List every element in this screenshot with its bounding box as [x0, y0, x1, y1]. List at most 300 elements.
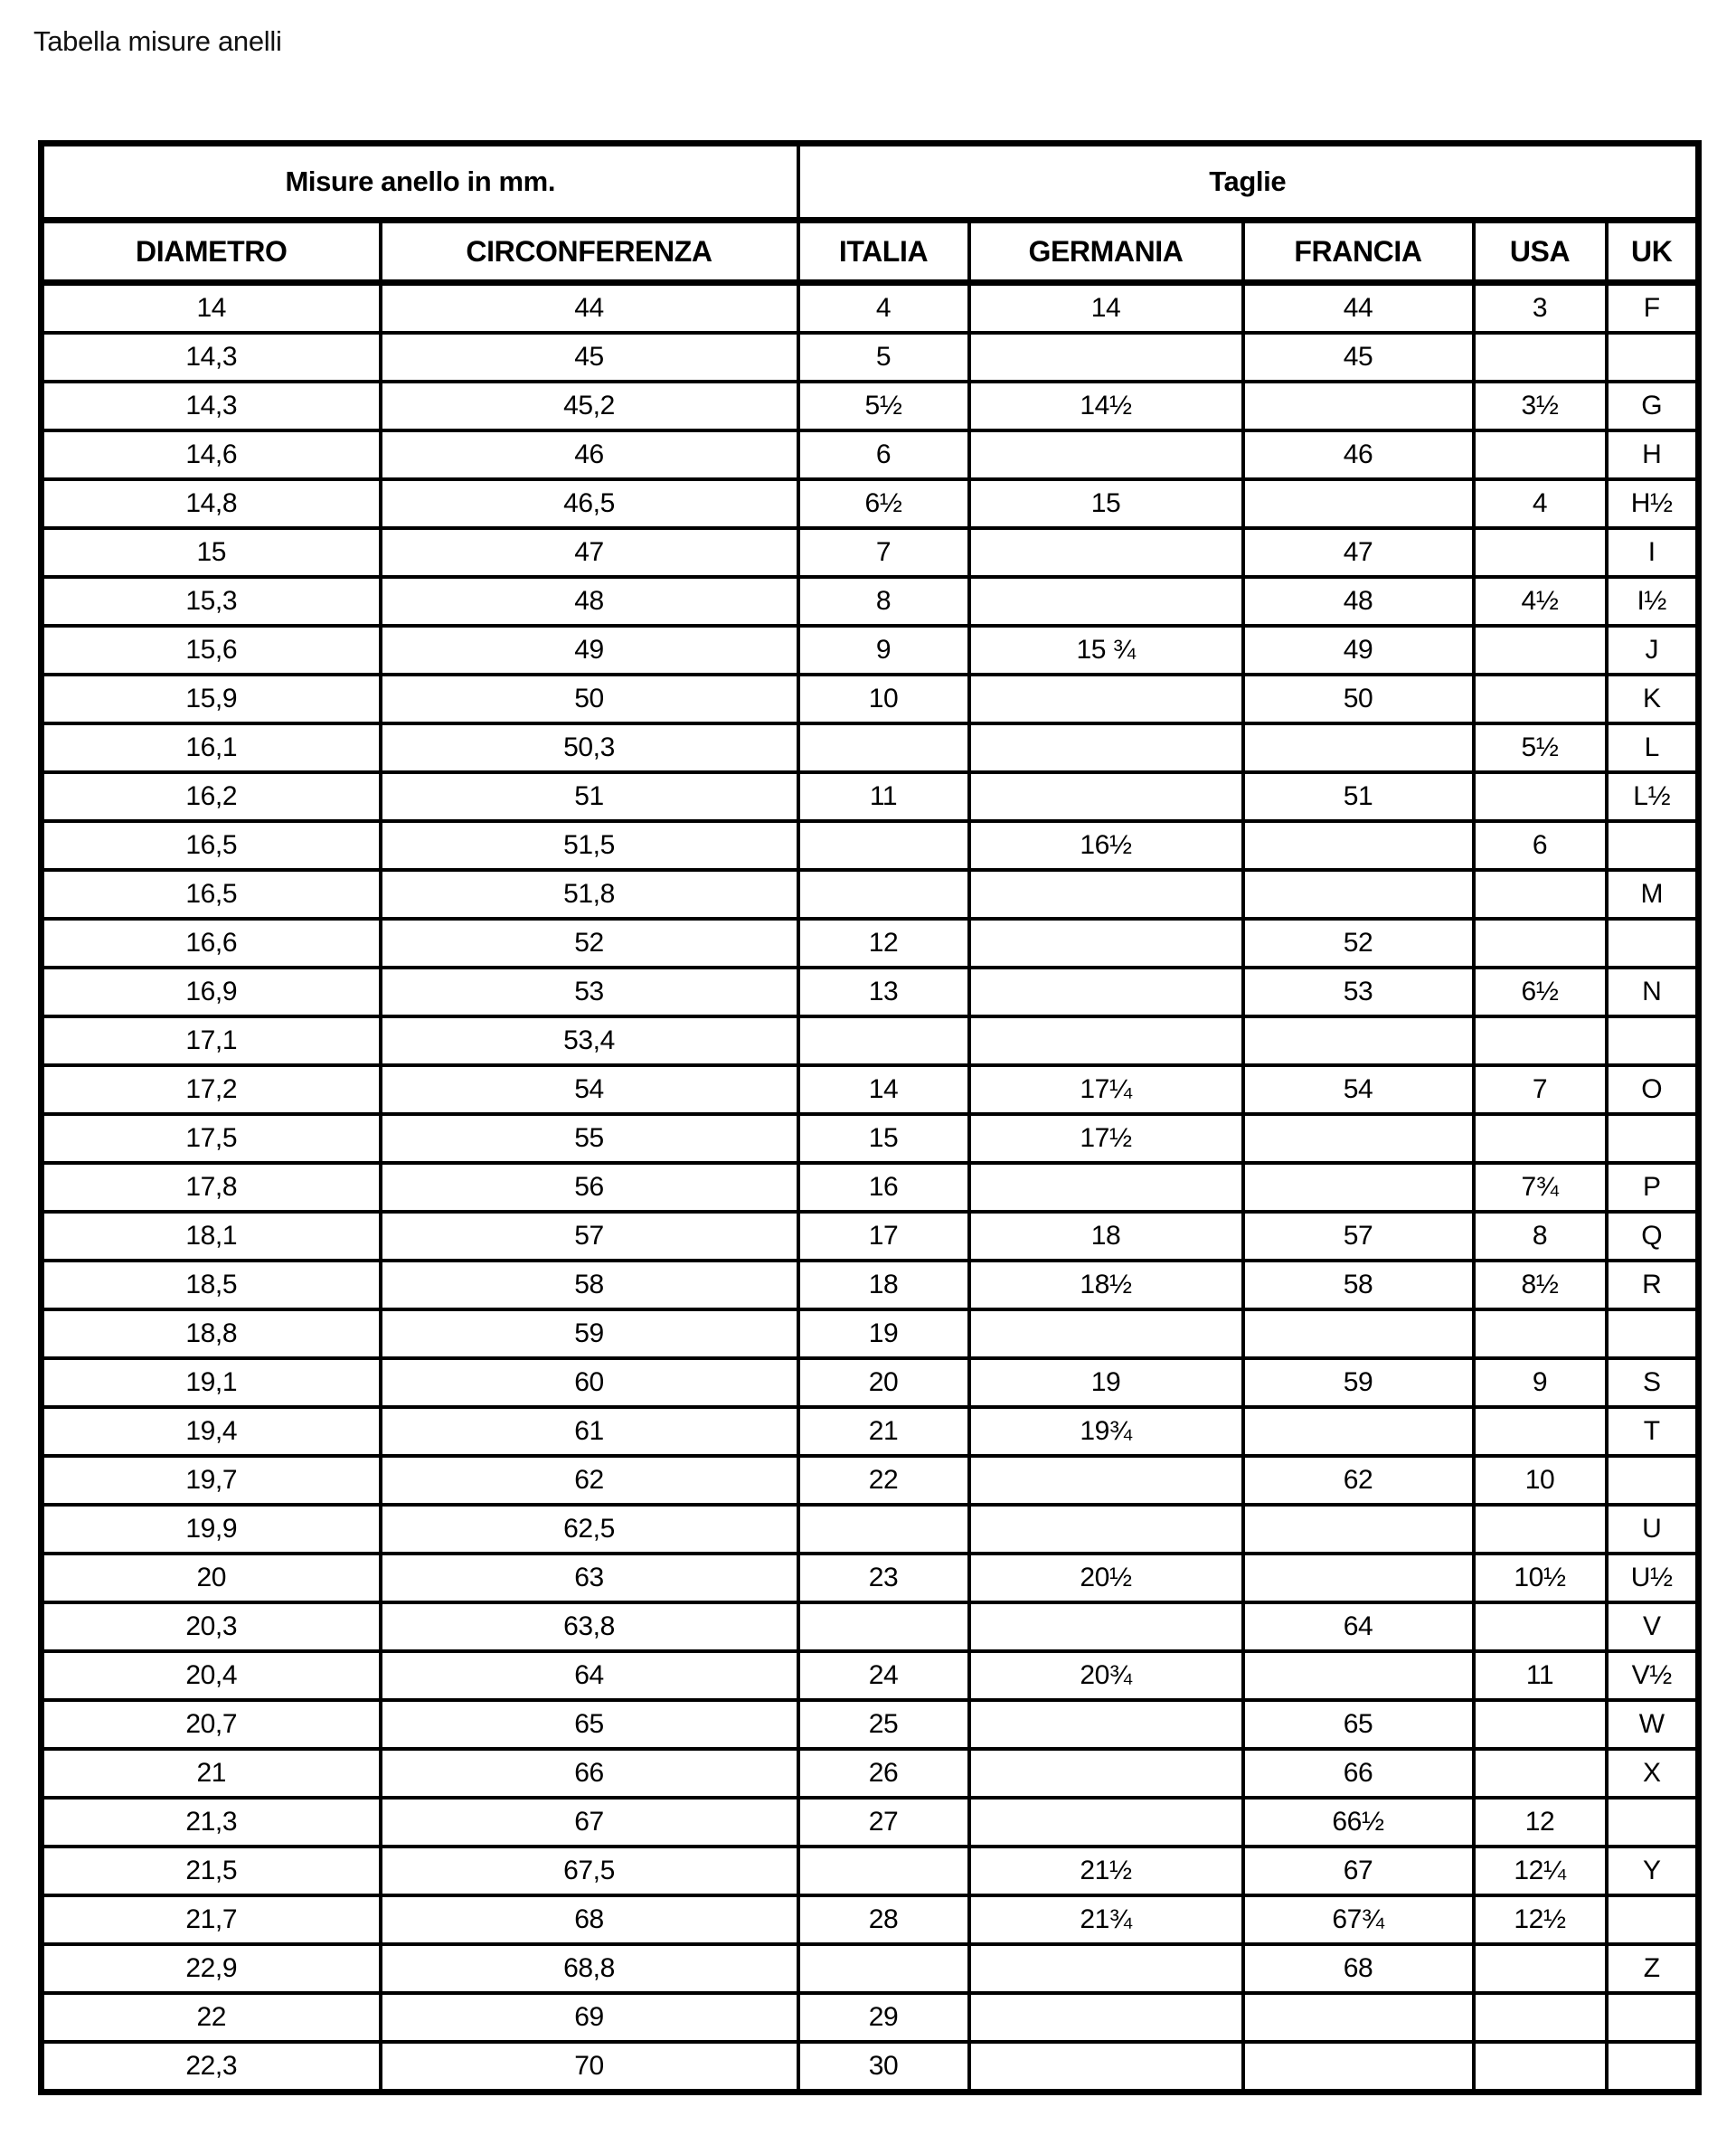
- table-row: [42, 577, 1699, 626]
- table-row: [42, 1114, 1699, 1163]
- cell-francia: 44: [1243, 283, 1474, 334]
- table-row: [42, 1407, 1699, 1456]
- cell-usa: 7¾: [1474, 1163, 1607, 1212]
- cell-francia: 51: [1243, 772, 1474, 821]
- cell-diametro: 15,6: [42, 626, 381, 675]
- cell-germania: 19¾: [969, 1407, 1243, 1456]
- cell-italia: 5½: [798, 382, 969, 430]
- cell-usa: [1474, 1944, 1607, 1993]
- cell-germania: 17½: [969, 1114, 1243, 1163]
- cell-francia: 53: [1243, 968, 1474, 1016]
- cell-usa: 4: [1474, 479, 1607, 528]
- cell-germania: [969, 1163, 1243, 1212]
- cell-usa: [1474, 1407, 1607, 1456]
- cell-germania: [969, 1749, 1243, 1798]
- cell-francia: 67: [1243, 1847, 1474, 1895]
- cell-uk: [1607, 2042, 1699, 2092]
- table-row: [42, 1798, 1699, 1847]
- cell-diametro: 20,4: [42, 1651, 381, 1700]
- cell-circonferenza: 54: [381, 1065, 798, 1114]
- table-row: [42, 919, 1699, 968]
- cell-uk: I½: [1607, 577, 1699, 626]
- cell-circonferenza: 67,5: [381, 1847, 798, 1895]
- cell-usa: [1474, 675, 1607, 723]
- cell-uk: Z: [1607, 1944, 1699, 1993]
- cell-usa: [1474, 1114, 1607, 1163]
- cell-circonferenza: 57: [381, 1212, 798, 1261]
- cell-diametro: 19,7: [42, 1456, 381, 1505]
- cell-circonferenza: 46,5: [381, 479, 798, 528]
- cell-uk: P: [1607, 1163, 1699, 1212]
- cell-germania: 19: [969, 1358, 1243, 1407]
- cell-uk: [1607, 1114, 1699, 1163]
- cell-italia: 24: [798, 1651, 969, 1700]
- cell-circonferenza: 51: [381, 772, 798, 821]
- page-title: Tabella misure anelli: [33, 25, 282, 57]
- cell-francia: [1243, 382, 1474, 430]
- table-row: [42, 1847, 1699, 1895]
- cell-usa: 11: [1474, 1651, 1607, 1700]
- cell-germania: [969, 333, 1243, 382]
- cell-francia: 62: [1243, 1456, 1474, 1505]
- cell-francia: 54: [1243, 1065, 1474, 1114]
- table-row: [42, 821, 1699, 870]
- cell-usa: [1474, 1016, 1607, 1065]
- cell-germania: 20¾: [969, 1651, 1243, 1700]
- cell-diametro: 22,9: [42, 1944, 381, 1993]
- cell-diametro: 17,1: [42, 1016, 381, 1065]
- cell-germania: [969, 1700, 1243, 1749]
- cell-circonferenza: 53,4: [381, 1016, 798, 1065]
- cell-uk: U½: [1607, 1554, 1699, 1602]
- group-header-taglie: Taglie: [798, 144, 1699, 221]
- cell-italia: 5: [798, 333, 969, 382]
- cell-italia: [798, 1016, 969, 1065]
- cell-italia: 19: [798, 1309, 969, 1358]
- table-row: [42, 1309, 1699, 1358]
- cell-uk: U: [1607, 1505, 1699, 1554]
- table-row: [42, 1261, 1699, 1309]
- table-row: [42, 1505, 1699, 1554]
- cell-uk: X: [1607, 1749, 1699, 1798]
- cell-uk: Y: [1607, 1847, 1699, 1895]
- cell-francia: 59: [1243, 1358, 1474, 1407]
- cell-usa: 8½: [1474, 1261, 1607, 1309]
- cell-uk: V: [1607, 1602, 1699, 1651]
- cell-usa: [1474, 333, 1607, 382]
- cell-francia: 50: [1243, 675, 1474, 723]
- cell-diametro: 22,3: [42, 2042, 381, 2092]
- table-row: [42, 528, 1699, 577]
- cell-francia: 48: [1243, 577, 1474, 626]
- cell-italia: 12: [798, 919, 969, 968]
- table-row: [42, 333, 1699, 382]
- cell-diametro: 16,6: [42, 919, 381, 968]
- cell-italia: 10: [798, 675, 969, 723]
- cell-italia: [798, 1944, 969, 1993]
- cell-germania: [969, 577, 1243, 626]
- cell-uk: Q: [1607, 1212, 1699, 1261]
- cell-circonferenza: 44: [381, 283, 798, 334]
- cell-francia: 49: [1243, 626, 1474, 675]
- cell-francia: 65: [1243, 1700, 1474, 1749]
- cell-circonferenza: 50: [381, 675, 798, 723]
- table-row: [42, 1651, 1699, 1700]
- cell-uk: F: [1607, 283, 1699, 334]
- cell-germania: [969, 1944, 1243, 1993]
- table-row: [42, 723, 1699, 772]
- cell-italia: 6: [798, 430, 969, 479]
- cell-germania: 17¼: [969, 1065, 1243, 1114]
- cell-diametro: 20: [42, 1554, 381, 1602]
- cell-francia: 67¾: [1243, 1895, 1474, 1944]
- cell-uk: O: [1607, 1065, 1699, 1114]
- cell-germania: [969, 1016, 1243, 1065]
- cell-italia: 27: [798, 1798, 969, 1847]
- cell-circonferenza: 58: [381, 1261, 798, 1309]
- cell-circonferenza: 69: [381, 1993, 798, 2042]
- cell-francia: [1243, 2042, 1474, 2092]
- table-head: [42, 144, 1699, 283]
- cell-uk: [1607, 1456, 1699, 1505]
- table-row: [42, 1163, 1699, 1212]
- cell-germania: [969, 675, 1243, 723]
- cell-italia: 14: [798, 1065, 969, 1114]
- cell-diametro: 19,4: [42, 1407, 381, 1456]
- cell-italia: 15: [798, 1114, 969, 1163]
- cell-francia: [1243, 1505, 1474, 1554]
- cell-usa: 9: [1474, 1358, 1607, 1407]
- table-row: [42, 1944, 1699, 1993]
- cell-italia: [798, 723, 969, 772]
- cell-italia: 4: [798, 283, 969, 334]
- cell-italia: 26: [798, 1749, 969, 1798]
- cell-germania: [969, 723, 1243, 772]
- cell-francia: [1243, 1993, 1474, 2042]
- cell-germania: [969, 1602, 1243, 1651]
- cell-uk: V½: [1607, 1651, 1699, 1700]
- cell-circonferenza: 63: [381, 1554, 798, 1602]
- table-row: [42, 1212, 1699, 1261]
- cell-diametro: 20,3: [42, 1602, 381, 1651]
- cell-uk: S: [1607, 1358, 1699, 1407]
- cell-diametro: 14,8: [42, 479, 381, 528]
- cell-germania: 15 ¾: [969, 626, 1243, 675]
- cell-uk: [1607, 821, 1699, 870]
- col-header-francia: FRANCIA: [1243, 221, 1474, 283]
- cell-germania: 20½: [969, 1554, 1243, 1602]
- group-header-misure: Misure anello in mm.: [42, 144, 798, 221]
- table-row: [42, 626, 1699, 675]
- column-header-row: [42, 221, 1699, 283]
- cell-diametro: 16,1: [42, 723, 381, 772]
- table-row: [42, 1016, 1699, 1065]
- cell-italia: 11: [798, 772, 969, 821]
- cell-diametro: 21,5: [42, 1847, 381, 1895]
- cell-francia: [1243, 723, 1474, 772]
- cell-diametro: 15: [42, 528, 381, 577]
- cell-diametro: 18,8: [42, 1309, 381, 1358]
- cell-francia: 58: [1243, 1261, 1474, 1309]
- cell-usa: 4½: [1474, 577, 1607, 626]
- table-row: [42, 430, 1699, 479]
- cell-usa: [1474, 2042, 1607, 2092]
- cell-francia: [1243, 1651, 1474, 1700]
- cell-germania: 16½: [969, 821, 1243, 870]
- cell-germania: 14: [969, 283, 1243, 334]
- cell-italia: 22: [798, 1456, 969, 1505]
- cell-circonferenza: 49: [381, 626, 798, 675]
- cell-circonferenza: 56: [381, 1163, 798, 1212]
- cell-italia: 7: [798, 528, 969, 577]
- cell-diametro: 21: [42, 1749, 381, 1798]
- cell-diametro: 15,9: [42, 675, 381, 723]
- ring-size-table: [38, 140, 1702, 2095]
- cell-uk: J: [1607, 626, 1699, 675]
- cell-usa: [1474, 772, 1607, 821]
- cell-circonferenza: 66: [381, 1749, 798, 1798]
- cell-uk: R: [1607, 1261, 1699, 1309]
- cell-francia: [1243, 1016, 1474, 1065]
- cell-circonferenza: 68: [381, 1895, 798, 1944]
- cell-circonferenza: 46: [381, 430, 798, 479]
- table-row: [42, 968, 1699, 1016]
- cell-germania: [969, 968, 1243, 1016]
- cell-usa: [1474, 1602, 1607, 1651]
- cell-circonferenza: 59: [381, 1309, 798, 1358]
- cell-germania: [969, 919, 1243, 968]
- cell-uk: L: [1607, 723, 1699, 772]
- cell-italia: 23: [798, 1554, 969, 1602]
- cell-uk: [1607, 1993, 1699, 2042]
- cell-circonferenza: 62: [381, 1456, 798, 1505]
- table-row: [42, 1554, 1699, 1602]
- cell-uk: I: [1607, 528, 1699, 577]
- col-header-uk: UK: [1607, 221, 1699, 283]
- cell-circonferenza: 51,5: [381, 821, 798, 870]
- cell-italia: [798, 1505, 969, 1554]
- cell-diametro: 15,3: [42, 577, 381, 626]
- cell-usa: 3: [1474, 283, 1607, 334]
- cell-usa: 12¼: [1474, 1847, 1607, 1895]
- cell-germania: [969, 1993, 1243, 2042]
- cell-diametro: 17,5: [42, 1114, 381, 1163]
- cell-francia: [1243, 1407, 1474, 1456]
- table-row: [42, 1602, 1699, 1651]
- group-header-row: [42, 144, 1699, 221]
- col-header-germania: GERMANIA: [969, 221, 1243, 283]
- table-row: [42, 1993, 1699, 2042]
- cell-diametro: 18,5: [42, 1261, 381, 1309]
- cell-usa: 3½: [1474, 382, 1607, 430]
- cell-germania: 21¾: [969, 1895, 1243, 1944]
- cell-usa: 12½: [1474, 1895, 1607, 1944]
- cell-uk: [1607, 333, 1699, 382]
- table-row: [42, 675, 1699, 723]
- cell-circonferenza: 45,2: [381, 382, 798, 430]
- cell-circonferenza: 65: [381, 1700, 798, 1749]
- cell-francia: [1243, 821, 1474, 870]
- cell-italia: [798, 1602, 969, 1651]
- cell-usa: 7: [1474, 1065, 1607, 1114]
- cell-germania: [969, 870, 1243, 919]
- cell-circonferenza: 53: [381, 968, 798, 1016]
- cell-francia: [1243, 1114, 1474, 1163]
- cell-italia: [798, 870, 969, 919]
- cell-diametro: 14,3: [42, 333, 381, 382]
- cell-uk: M: [1607, 870, 1699, 919]
- table-row: [42, 382, 1699, 430]
- cell-germania: [969, 1456, 1243, 1505]
- cell-francia: 57: [1243, 1212, 1474, 1261]
- cell-uk: [1607, 1016, 1699, 1065]
- table-row: [42, 283, 1699, 334]
- cell-francia: [1243, 1554, 1474, 1602]
- table-row: [42, 772, 1699, 821]
- cell-usa: 6½: [1474, 968, 1607, 1016]
- cell-diametro: 19,9: [42, 1505, 381, 1554]
- cell-circonferenza: 70: [381, 2042, 798, 2092]
- cell-circonferenza: 48: [381, 577, 798, 626]
- cell-uk: [1607, 1309, 1699, 1358]
- cell-usa: 5½: [1474, 723, 1607, 772]
- cell-usa: [1474, 1993, 1607, 2042]
- cell-circonferenza: 68,8: [381, 1944, 798, 1993]
- cell-uk: G: [1607, 382, 1699, 430]
- cell-circonferenza: 67: [381, 1798, 798, 1847]
- cell-diametro: 16,9: [42, 968, 381, 1016]
- table-row: [42, 1065, 1699, 1114]
- table-body: [42, 283, 1699, 2092]
- table-row: [42, 870, 1699, 919]
- cell-germania: 15: [969, 479, 1243, 528]
- cell-uk: [1607, 1798, 1699, 1847]
- cell-germania: [969, 1309, 1243, 1358]
- cell-diametro: 17,2: [42, 1065, 381, 1114]
- cell-usa: 10: [1474, 1456, 1607, 1505]
- cell-diametro: 16,5: [42, 821, 381, 870]
- cell-italia: 16: [798, 1163, 969, 1212]
- cell-francia: 52: [1243, 919, 1474, 968]
- cell-italia: 18: [798, 1261, 969, 1309]
- cell-uk: H½: [1607, 479, 1699, 528]
- cell-germania: [969, 1505, 1243, 1554]
- cell-francia: 66: [1243, 1749, 1474, 1798]
- table-row: [42, 1700, 1699, 1749]
- cell-germania: [969, 2042, 1243, 2092]
- cell-italia: 29: [798, 1993, 969, 2042]
- cell-francia: 66½: [1243, 1798, 1474, 1847]
- cell-uk: W: [1607, 1700, 1699, 1749]
- table-row: [42, 1456, 1699, 1505]
- cell-diametro: 18,1: [42, 1212, 381, 1261]
- cell-diametro: 16,2: [42, 772, 381, 821]
- cell-usa: [1474, 626, 1607, 675]
- cell-francia: [1243, 479, 1474, 528]
- cell-diametro: 22: [42, 1993, 381, 2042]
- cell-usa: 12: [1474, 1798, 1607, 1847]
- col-header-italia: ITALIA: [798, 221, 969, 283]
- cell-germania: [969, 772, 1243, 821]
- cell-circonferenza: 64: [381, 1651, 798, 1700]
- cell-italia: [798, 1847, 969, 1895]
- col-header-diametro: DIAMETRO: [42, 221, 381, 283]
- cell-uk: N: [1607, 968, 1699, 1016]
- cell-diametro: 19,1: [42, 1358, 381, 1407]
- cell-uk: L½: [1607, 772, 1699, 821]
- cell-circonferenza: 45: [381, 333, 798, 382]
- cell-diametro: 21,7: [42, 1895, 381, 1944]
- cell-circonferenza: 60: [381, 1358, 798, 1407]
- cell-circonferenza: 55: [381, 1114, 798, 1163]
- cell-francia: 68: [1243, 1944, 1474, 1993]
- cell-francia: 46: [1243, 430, 1474, 479]
- cell-italia: 13: [798, 968, 969, 1016]
- cell-usa: [1474, 1309, 1607, 1358]
- cell-circonferenza: 61: [381, 1407, 798, 1456]
- cell-usa: [1474, 430, 1607, 479]
- cell-francia: [1243, 870, 1474, 919]
- cell-usa: [1474, 528, 1607, 577]
- cell-usa: [1474, 870, 1607, 919]
- cell-uk: K: [1607, 675, 1699, 723]
- cell-uk: H: [1607, 430, 1699, 479]
- col-header-circonferenza: CIRCONFERENZA: [381, 221, 798, 283]
- cell-germania: [969, 430, 1243, 479]
- cell-usa: 6: [1474, 821, 1607, 870]
- cell-italia: 30: [798, 2042, 969, 2092]
- cell-francia: [1243, 1309, 1474, 1358]
- cell-usa: 10½: [1474, 1554, 1607, 1602]
- cell-italia: 6½: [798, 479, 969, 528]
- cell-italia: 20: [798, 1358, 969, 1407]
- cell-usa: 8: [1474, 1212, 1607, 1261]
- table-row: [42, 2042, 1699, 2092]
- cell-diametro: 21,3: [42, 1798, 381, 1847]
- col-header-usa: USA: [1474, 221, 1607, 283]
- cell-italia: 25: [798, 1700, 969, 1749]
- cell-uk: [1607, 919, 1699, 968]
- cell-francia: 45: [1243, 333, 1474, 382]
- table-row: [42, 1895, 1699, 1944]
- cell-circonferenza: 52: [381, 919, 798, 968]
- cell-usa: [1474, 1505, 1607, 1554]
- cell-germania: [969, 1798, 1243, 1847]
- cell-usa: [1474, 1700, 1607, 1749]
- cell-usa: [1474, 1749, 1607, 1798]
- cell-diametro: 14,6: [42, 430, 381, 479]
- cell-francia: 47: [1243, 528, 1474, 577]
- cell-diametro: 14: [42, 283, 381, 334]
- cell-italia: 9: [798, 626, 969, 675]
- cell-circonferenza: 62,5: [381, 1505, 798, 1554]
- table-row: [42, 1749, 1699, 1798]
- cell-uk: T: [1607, 1407, 1699, 1456]
- cell-uk: [1607, 1895, 1699, 1944]
- cell-usa: [1474, 919, 1607, 968]
- cell-italia: 28: [798, 1895, 969, 1944]
- cell-francia: [1243, 1163, 1474, 1212]
- cell-circonferenza: 63,8: [381, 1602, 798, 1651]
- cell-francia: 64: [1243, 1602, 1474, 1651]
- cell-germania: 18: [969, 1212, 1243, 1261]
- cell-diametro: 20,7: [42, 1700, 381, 1749]
- cell-italia: [798, 821, 969, 870]
- cell-germania: [969, 528, 1243, 577]
- table-row: [42, 479, 1699, 528]
- cell-diametro: 16,5: [42, 870, 381, 919]
- cell-diametro: 14,3: [42, 382, 381, 430]
